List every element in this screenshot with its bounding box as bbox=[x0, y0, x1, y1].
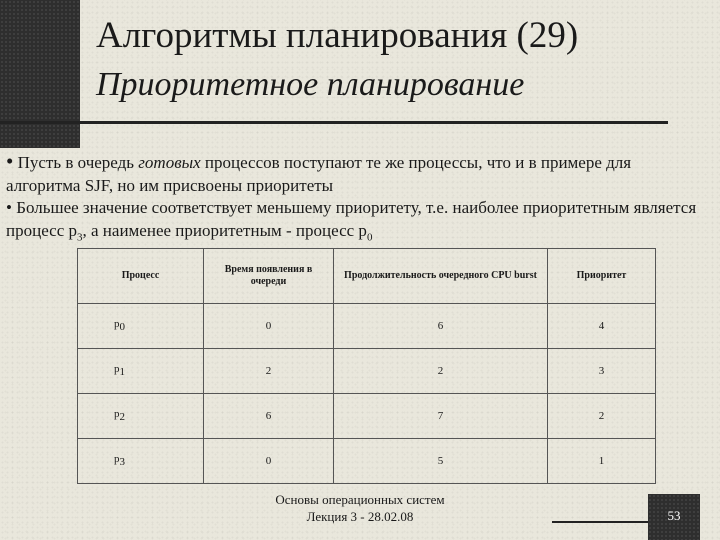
page-number-box bbox=[648, 494, 700, 540]
bullet-1-suffix: процессов поступают те же процессы, что и в примере для алгоритма SJF, но им присвоены приоритеты bbox=[6, 153, 632, 195]
process-letter: p bbox=[114, 363, 120, 376]
process-index: 1 bbox=[119, 366, 125, 379]
table-row bbox=[78, 439, 656, 484]
arrival-time-cell: 0 bbox=[204, 304, 334, 349]
process-index: 0 bbox=[119, 321, 125, 334]
process-letter: p bbox=[114, 408, 120, 421]
process-name bbox=[78, 394, 204, 439]
bullet-2-sub2: 0 bbox=[366, 230, 373, 243]
slide-body bbox=[6, 150, 706, 248]
arrival-time-cell: 6 bbox=[204, 394, 334, 439]
table-header-row bbox=[78, 249, 656, 304]
priority-cell: 1 bbox=[548, 439, 656, 484]
table-row bbox=[78, 304, 656, 349]
header-priority: Приоритет bbox=[548, 249, 656, 304]
process-letter: p bbox=[114, 318, 120, 331]
bullet-2: • Большее значение соответствует меньшему приоритету, т.е. наиболее приоритетным является процесс $p_3$, а наименее приоритетным - процесс $p_0$ bbox=[6, 198, 697, 243]
process-letter: p bbox=[114, 453, 120, 466]
bullet-dot-icon: • bbox=[6, 149, 14, 173]
bullet-2-part2: , а наименее приоритетным - процесс p bbox=[82, 220, 367, 240]
cpu-burst-cell: 5 bbox=[334, 439, 548, 484]
decorative-dark-bar bbox=[0, 0, 80, 148]
priority-cell: 4 bbox=[548, 304, 656, 349]
bullet-2-sub1: 3 bbox=[77, 230, 83, 243]
arrival-time-cell: 2 bbox=[204, 349, 334, 394]
title-divider bbox=[0, 121, 668, 124]
process-name bbox=[78, 304, 204, 349]
priority-cell: 3 bbox=[548, 349, 656, 394]
process-name bbox=[78, 439, 204, 484]
cpu-burst-cell: 2 bbox=[334, 349, 548, 394]
header-cpu-burst: Продолжительность очередного CPU burst bbox=[334, 249, 548, 304]
slide-subtitle: Приоритетное планирование bbox=[96, 66, 525, 103]
slide-footer bbox=[240, 491, 480, 525]
process-index: 2 bbox=[119, 411, 125, 424]
bullet-1-prefix: Пусть в очередь bbox=[17, 153, 139, 172]
process-table bbox=[77, 248, 656, 484]
table-row bbox=[78, 394, 656, 439]
header-process: Процесс bbox=[78, 249, 204, 304]
bullet-1-emphasis: готовых bbox=[138, 153, 201, 172]
arrival-time-cell: 0 bbox=[204, 439, 334, 484]
footer-divider bbox=[552, 521, 652, 523]
process-name bbox=[78, 349, 204, 394]
footer-lecture-date: Лекция 3 - 28.02.08 bbox=[306, 509, 414, 524]
cpu-burst-cell: 6 bbox=[334, 304, 548, 349]
footer-course-name: Основы операционных систем bbox=[275, 492, 445, 507]
priority-cell: 2 bbox=[548, 394, 656, 439]
bullet-1 bbox=[6, 150, 706, 197]
bullet-2-part1: Большее значение соответствует меньшему приоритету, т.е. наиболее приоритетным является процесс p bbox=[6, 198, 697, 240]
header-arrival-time: Время появления в очереди bbox=[204, 249, 334, 304]
cpu-burst-cell: 7 bbox=[334, 394, 548, 439]
page-number: 53 bbox=[667, 508, 681, 523]
table-row bbox=[78, 349, 656, 394]
slide-title: Алгоритмы планирования (29) bbox=[96, 15, 579, 56]
process-index: 3 bbox=[119, 456, 125, 469]
